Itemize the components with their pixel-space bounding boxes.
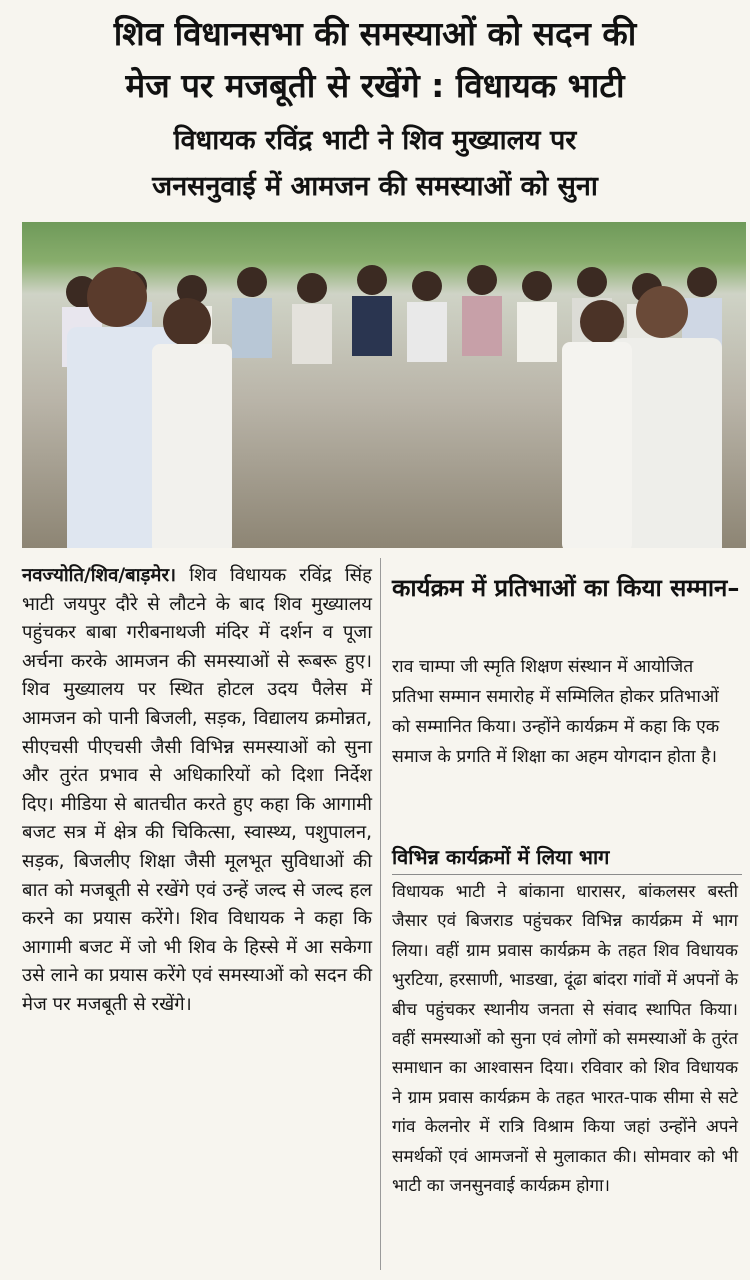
section-1-heading: कार्यक्रम में प्रतिभाओं का किया सम्मान– (392, 574, 740, 602)
headline-line-2: मेज पर मजबूती से रखेंगे : विधायक भाटी (125, 66, 625, 105)
headline (0, 8, 750, 112)
article-body (22, 562, 372, 1020)
subheadline-line-2: जनसनुवाई में आमजन की समस्याओं को सुना (152, 171, 598, 202)
dateline: नवज्योति/शिव/बाड़मेर। (22, 565, 177, 586)
section-1-body: राव चाम्पा जी स्मृति शिक्षण संस्थान में आयोजित प्रतिभा सम्मान समारोह में सम्मिलित होकर प्रतिभाओं को सम्मानित किया। उन्होंने कार्यक्रम में कहा कि एक समाज के प्रगति में शिक्षा का अहम योगदान होता है। (392, 657, 720, 767)
headline-line-1: शिव विधानसभा की समस्याओं को सदन की (113, 14, 637, 53)
column-divider (380, 558, 381, 1270)
section-2-body: विधायक भाटी ने बांकाना धारासर, बांकलसर बस्ती जैसार एवं बिजराड पहुंचकर विभिन्न कार्यक्रम में भाग लिया। वहीं ग्राम प्रवास कार्यक्रम के तहत शिव विधायक भुरटिया, हरसाणी, भाडखा, दूंढा बांदरा गांवों में अपनों के बीच पहुंचकर स्थानीय जनता से संवाद स्थापित किया। वहीं समस्याओं को सुना एवं लोगों को समस्याओं के तुरंत समाधान का आश्वासन दिया। रविवार को शिव विधायक ने ग्राम प्रवास कार्यक्रम के तहत भारत-पाक सीमा से सटे गांव केलनोर में रात्रि विश्राम किया जहां उन्होंने अपने समर्थकों एवं आमजनों से मुलाकात की। सोमवार को भी भाटी का जनसुनवाई कार्यक्रम होगा। (392, 882, 738, 1197)
article-text: शिव विधायक रविंद्र सिंह भाटी जयपुर दौरे से लौटने के बाद शिव मुख्यालय पहुंचकर बाबा गरीबनाथजी मंदिर में दर्शन व पूजा अर्चना करके आमजन की समस्याओं से रूबरू हुए। शिव मुख्यालय पर स्थित होटल उदय पैलेस में आमजन को पानी बिजली, सड़क, विद्यालय क्रमोन्नत, सीएचसी पीएचसी जैसी विभिन्न समस्याओं को सुना और तुरंत प्रभाव से अधिकारियों को दिशा निर्देश दिए। मीडिया से बातचीत करते हुए कहा कि आगामी बजट सत्र में क्षेत्र की चिकित्सा, स्वास्थ्य, पशुपालन, सड़क, बिजलीए शिक्षा जैसी मूलभूत सुविधाओं की बात को मजबूती से रखेंगे एवं उन्हें जल्द से जल्द हल करने का प्रयास करेंगे। शिव विधायक ने कहा कि आगामी बजट में जो भी शिव के हिस्से में आ सकेगा उसे लाने का प्रयास करेंगे एवं समस्याओं को सदन की मेज पर मजबूती से रखेंगे। (22, 565, 372, 1015)
group-photo-icon (22, 252, 746, 548)
subheadline (0, 118, 750, 210)
news-photo (22, 222, 746, 548)
subheadline-line-1: विधायक रविंद्र भाटी ने शिव मुख्यालय पर (173, 125, 577, 156)
section-2-heading: विभिन्न कार्यक्रमों में लिया भाग (392, 840, 742, 875)
